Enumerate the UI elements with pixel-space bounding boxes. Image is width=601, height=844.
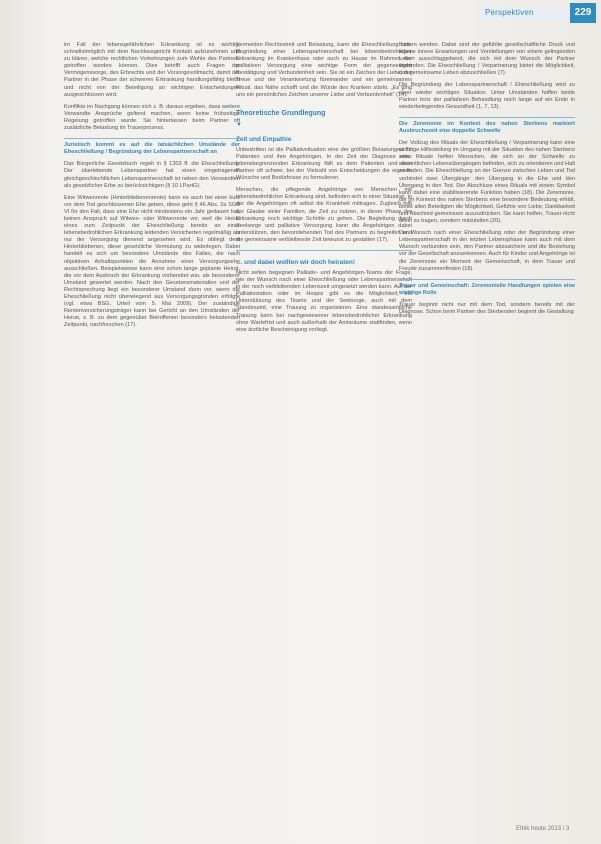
page-number: 229 [570,3,596,23]
footer-issue: Ethik heute 2013 / 3 [516,826,570,832]
divider [64,138,240,139]
divider [399,279,575,280]
subheading: … und dabei wollten wir doch heiraten! [236,258,355,266]
column-middle [236,42,412,339]
paragraph: Konflikte im Nachgang können sich z. B. daraus ergeben, dass weitere Verwandte Ansprüche geltend machen, wenn keine frühzeitige Regelung getroffen wurde. Sie hinterlassen beim Partner oft zusätzliche Belastung im Trauerprozess. [64,103,240,132]
paragraph: Nicht selten begegnen Palliativ- und Angehörigen-Teams der Frage, wie der Wunsch nach einer Eheschließung oder Lebenspartnerschaft in der noch verbleibenden Lebenszeit umgesetzt werden kann. Auf der Palliativstation oder im Hospiz gibt es die Möglichkeit, mit Unterstützung des Teams und der Seelsorge, auch mit dem Standesamt, eine Trauung zu organisieren. Eine standesamtliche Trauung kann bei nachgewiesener lebensbedrohlicher Erkrankung ohne Wartefrist und auch außerhalb der Amtsräume stattfinden, wenn eine ärztliche Bescheinigung vorliegt. [236,269,412,333]
divider [399,117,575,118]
paragraph: Unbestritten ist die Palliativsituation eine der größten Belastungen für Patienten und ihre Angehörigen. In der Zeit der Diagnose einer lebensbegrenzenden Erkrankung fällt es dem Patienten und dem Partner oft schwer, bei der Vielzahl von Entscheidungen die eigenen Wünsche und Bedürfnisse zu formulieren. [236,146,412,182]
paragraph: Die Begründung der Lebenspartnerschaft / Eheschließung wird zu einer wieder wichtigen Situation. Unter Umständen hoffen beide Partner trotz der palliativen Behandlung noch lange auf ein Ende in wiederbelegendes Gesundheit (1, 7, 13). [399,82,575,110]
subheading: Trauer und Gemeinschaft: Zeremonielle Handlungen spielen eine wichtige Rolle [399,282,575,296]
divider [236,250,412,251]
section-heading: Theoretische Grundlegung [236,109,326,117]
triangle-marker-icon: ▼ [236,121,242,128]
subheading: Zeit und Empathie [236,135,292,143]
paragraph: Vermeiden Rechtsstreit und Belastung, kann die Eheschließung bzw. Begründung einer Lebenspartnerschaft bei lebensbedrohlicher Erkrankung im Krankenhaus oder auch zu Hause im Rahmen der palliativen Versorgung eine wichtige Form der gegenseitigen Bestätigung und Verbundenheit sein. Sie ist ein Zeichen der Liebe, der Treue und der Verantwortung füreinander und ein gemeinsames Ritual, das Nähe schafft und die Würde des Kranken stärkt. „Es ging uns ein persönliches Zeichen unserer Liebe und Verbundenheit“ (14). [236,42,412,98]
paragraph: Das Bürgerliche Gesetzbuch regelt in § 1303 ff. die Eheschließung. Der überlebende Lebenspartner hat einen eingetragenen gleichgeschlechtlichen Lebenspartnerschaft ist neben den Verwandten als gesetzlicher Erbe zu berücksichtigen (§ 10 LPartG). [64,161,240,189]
section-title: Perspektiven [485,8,534,17]
paragraph: Eine Witwenrente (Hinterbliebenenrente) kann es auch bei einer kurz vor dem Tod geschlossenen Ehe geben, diese geht § 46 Abs. 2a SGB VI für den Fall, dass eine Ehe nicht mindestens ein Jahr gedauert hat, keinen Anspruch auf Witwen- oder Witwerrente vor, weil die Heirat eines zum Zeitpunkt der Eheschließung bereits an einer lebensbedrohlichen Erkrankung leidenden Versicherten regelmäßig als nur der Versorgung dienend angesehen wird. Es obliegt dem Hinterbliebenen, diese gesetzliche Vermutung zu widerlegen. Dabei handelt es sich um besondere Umstände des Falles, die nach objektiven Anhaltspunkten die Annahme einer Versorgungsehe ausschließen. Beispielsweise kann eine schon lange geplante Heirat, die vor dem Ausbruch der Erkrankung vorbereitet war, als besonderer Umstand gewertet werden. Nach den Gesetzesmaterialien und der Rechtsprechung liegt ein besonderer Umstand dann vor, wenn die Eheschließung nicht überwiegend aus Versorgungsgründen erfolgte (vgl. etwa BSG, Urteil vom 5. Mai 2009). Der zuständige Rentenversicherungsträger kann bei Gericht an den Umständen der Heirat, z. B. zu dem gegenüber Betroffenen besonders belastenden Zeitpunkt, nachforschen (17). [64,194,240,329]
column-right [399,42,575,321]
paragraph: fordern werden. Dabei sind der gefühlte gesellschaftliche Druck und eigene innere Erwartungen und Vorstellungen von einem gelingenden Leben ausschlaggebend, die sich mit dem Wunsch der Partner verbinden. Die Eheschließung / Verpartnerung bietet die Möglichkeit, das gemeinsame Leben abzuschließen (7). [399,42,575,77]
paragraph: Der Wunsch nach einer Eheschließung oder der Begründung einer Lebenspartnerschaft in der letzten Lebensphase kann auch mit dem Wunsch verbunden sein, den Partner abzusichern und die Beziehung vor der Gesellschaft anzuerkennen. Auch für Kinder und Angehörige ist die Zeremonie ein Moment der Gemeinschaft, in dem Trauer und Freude zusammenfinden (18). [399,230,576,272]
paragraph: Trauer beginnt nicht nur mit dem Tod, sondern bereits mit der Diagnose. Schon beim Partner des Sterbenden beginnt die Gestaltung [399,301,575,315]
paragraph: Der Vollzug des Rituals der Eheschließung / Verpartnerung kann eine wichtige Hilfestellung im Umgang mit der Situation des nahen Sterbens sein. Rituale helfen Menschen, die sich an der Schwelle zu wesentlichen Lebensübergängen befinden, sich zu orientieren und Halt zu finden. Die Eheschließung an der Grenze zwischen Leben und Tod verbindet zwei Übergänge: den Übergang in die Ehe und den Übergang in den Tod. Der Abschluss eines Rituals mit einem Symbol kann dabei eine stabilisierende Funktion haben (18). Die Zeremonie, die im Kontext des nahen Sterbens eine besondere Bedeutung erhält, bietet allen Beteiligten die Möglichkeit, Gefühle von Liebe, Dankbarkeit und Abschied gemeinsam auszudrücken. Sie kann helfen, Trauer nicht allein zu tragen, sondern mitzuteilen (20). [399,140,576,225]
paragraph: Menschen, die pflegende Angehörige von Menschen mit lebensbedrohlicher Erkrankung sind, befinden sich in einer Situation, in der die Angehörigen oft selbst die Krankheit mittragen. Zugleich hilft der Glaube vieler Familien, die Zeit zu nutzen, in dieser Phase der Erkrankung noch wichtige Schritte zu gehen. Die Begleitung durch Seelsorge und palliative Versorgung kann die Angehörigen dabei unterstützen, den bevorstehenden Tod des Partners zu begreifen und die gemeinsame verbleibende Zeit bewusst zu gestalten (17). [236,187,413,243]
subheading: Die Zeremonie im Kontext des nahen Sterbens markiert Ausbruchszeit eine doppelte Schwelle [399,120,575,134]
subheading: Juristisch kommt es auf die tatsächlichen Umstände der Eheschließung / Begründung der Lebenspartnerschaft an [64,142,240,156]
paragraph: im Fall der lebensgefährlichen Erkrankung ist es wichtig, schnellstmöglich mit dem Nachlassgericht Kontakt aufzunehmen und zu klären, welche rechtlichen Vorkehrungen zum Wohle des Partners getroffen werden können. Dies betrifft auch Fragen der Vermögenssorge, des Erbrechts und der Vorsorgevollmacht, damit der Partner in der Phase der schweren Erkrankung handlungsfähig bleibt und nicht von der Beteiligung an wichtigen Entscheidungen ausgeschlossen wird. [64,42,240,98]
column-left [64,42,240,334]
